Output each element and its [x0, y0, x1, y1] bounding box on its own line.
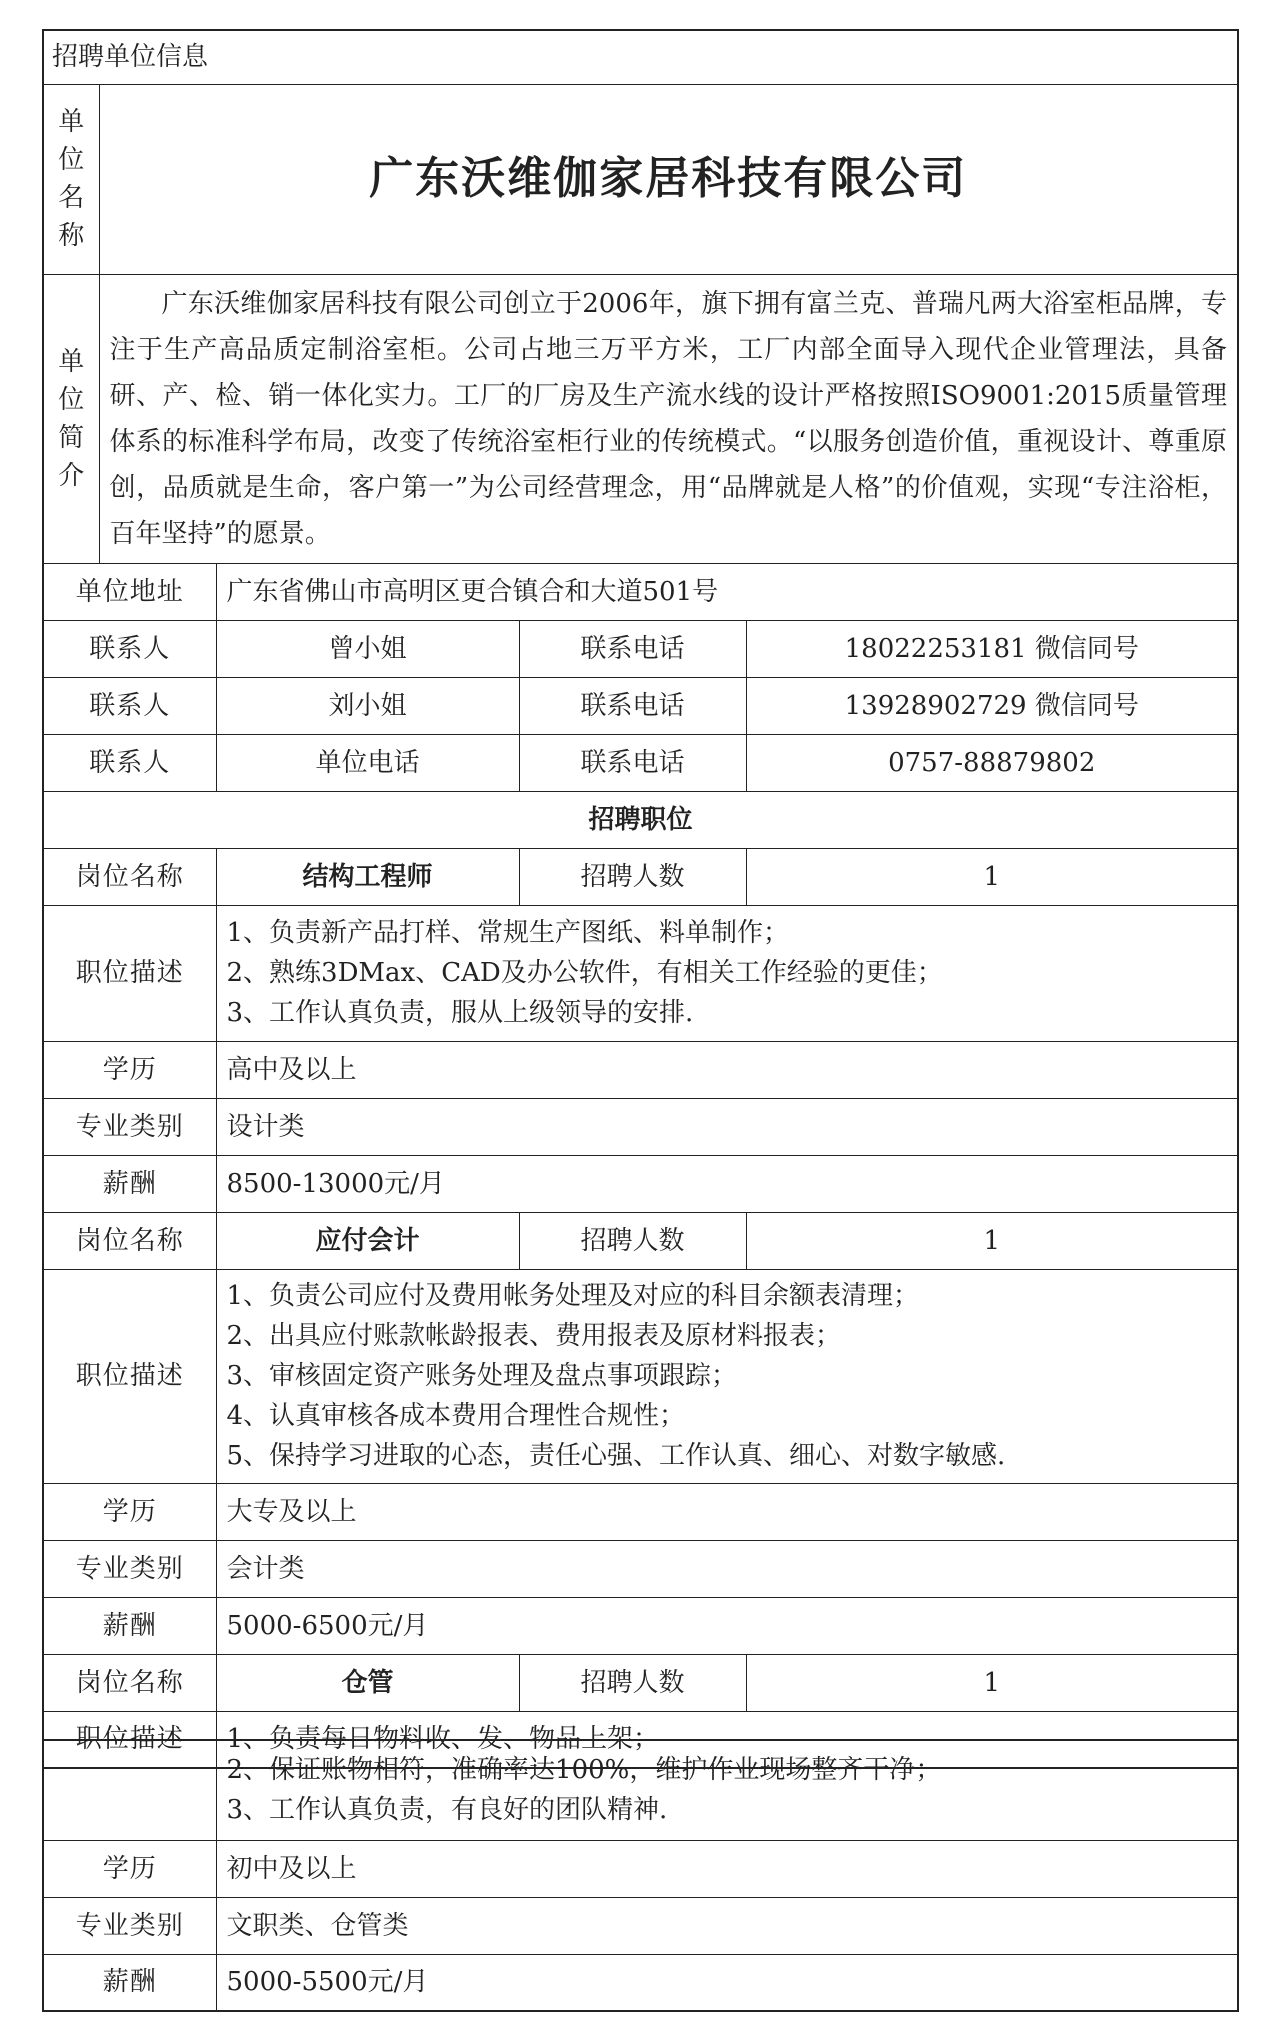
salary-label: 薪酬: [43, 1954, 216, 2011]
contact-row: [43, 677, 1238, 734]
company-intro-label: 单 位 简 介: [43, 274, 99, 563]
education-value: 高中及以上: [216, 1041, 1238, 1098]
job-title-row: [43, 848, 1238, 905]
positions-section-title: 招聘职位: [43, 791, 1238, 848]
recruitment-sheet: [42, 29, 1237, 1769]
phone-label: 联系电话: [519, 677, 746, 734]
count-value: 1: [746, 1654, 1238, 1711]
desc-label: 职位描述: [43, 905, 216, 1041]
major-value: 会计类: [216, 1540, 1238, 1597]
position-label: 岗位名称: [43, 1212, 216, 1269]
phone-label: 联系电话: [519, 734, 746, 791]
desc-label: 职位描述: [43, 1711, 216, 1768]
major-label: 专业类别: [43, 1540, 216, 1597]
major-label: 专业类别: [43, 1897, 216, 1954]
major-label: 专业类别: [43, 1098, 216, 1155]
education-label: 学历: [43, 1840, 216, 1897]
contact-label: 联系人: [43, 734, 216, 791]
contact-row: [43, 734, 1238, 791]
job-description: 1、负责新产品打样、常规生产图纸、料单制作； 2、熟练3DMax、CAD及办公软件，有相关工作经验的更佳； 3、工作认真负责，服从上级领导的安排.: [216, 905, 1238, 1041]
job-description-continued: 2、保证账物相符，准确率达100%，维护作业现场整齐干净； 3、工作认真负责，有良好的团队精神.: [216, 1740, 1238, 1840]
contact-name: 曾小姐: [216, 620, 519, 677]
count-label: 招聘人数: [519, 1654, 746, 1711]
salary-label: 薪酬: [43, 1155, 216, 1212]
phone-value: 0757-88879802: [746, 734, 1238, 791]
job-continued-table: [42, 1739, 1239, 2012]
salary-value: 8500-13000元/月: [216, 1155, 1238, 1212]
position-title: 仓管: [216, 1654, 519, 1711]
contact-label: 联系人: [43, 620, 216, 677]
company-name: 广东沃维伽家居科技有限公司: [99, 84, 1238, 274]
desc-label: 职位描述: [43, 1269, 216, 1483]
address-label: 单位地址: [43, 563, 216, 620]
position-title: 应付会计: [216, 1212, 519, 1269]
job-title-row: [43, 1212, 1238, 1269]
salary-value: 5000-6500元/月: [216, 1597, 1238, 1654]
position-label: 岗位名称: [43, 848, 216, 905]
position-title: 结构工程师: [216, 848, 519, 905]
salary-value: 5000-5500元/月: [216, 1954, 1238, 2011]
major-value: 文职类、仓管类: [216, 1897, 1238, 1954]
education-value: 大专及以上: [216, 1483, 1238, 1540]
count-label: 招聘人数: [519, 848, 746, 905]
company-info-table: [42, 29, 1239, 1769]
recruitment-sheet-continued: [42, 1739, 1237, 2012]
section-header: 招聘单位信息: [43, 30, 1238, 84]
phone-value: 18022253181 微信同号: [746, 620, 1238, 677]
address-value: 广东省佛山市高明区更合镇合和大道501号: [216, 563, 1238, 620]
education-label: 学历: [43, 1041, 216, 1098]
phone-label: 联系电话: [519, 620, 746, 677]
contact-name: 单位电话: [216, 734, 519, 791]
company-intro: 广东沃维伽家居科技有限公司创立于2006年，旗下拥有富兰克、普瑞凡两大浴室柜品牌，专注于生产高品质定制浴室柜。公司占地三万平方米，工厂内部全面导入现代企业管理法，具备研、产、检、销一体化实力。工厂的厂房及生产流水线的设计严格按照ISO9001:2015质量管理体系的标准科学布局，改变了传统浴室柜行业的传统模式。“以服务创造价值，重视设计、尊重原创，品质就是生命，客户第一”为公司经营理念，用“品牌就是人格”的价值观，实现“专注浴柜，百年坚持”的愿景。: [99, 274, 1238, 563]
contact-row: [43, 620, 1238, 677]
company-name-label: 单 位 名 称: [43, 84, 99, 274]
count-label: 招聘人数: [519, 1212, 746, 1269]
count-value: 1: [746, 1212, 1238, 1269]
job-title-row: [43, 1654, 1238, 1711]
major-value: 设计类: [216, 1098, 1238, 1155]
phone-value: 13928902729 微信同号: [746, 677, 1238, 734]
position-label: 岗位名称: [43, 1654, 216, 1711]
education-label: 学历: [43, 1483, 216, 1540]
salary-label: 薪酬: [43, 1597, 216, 1654]
job-description: 1、负责公司应付及费用帐务处理及对应的科目余额表清理； 2、出具应付账款帐龄报表、费用报表及原材料报表； 3、审核固定资产账务处理及盘点事项跟踪； 4、认真审核各成本费用合理性合规性； 5、保持学习进取的心态，责任心强、工作认真、细心、对数字敏感.: [216, 1269, 1238, 1483]
contact-name: 刘小姐: [216, 677, 519, 734]
contact-label: 联系人: [43, 677, 216, 734]
count-value: 1: [746, 848, 1238, 905]
desc-continued-label: [43, 1740, 216, 1840]
job-description: 1、负责每日物料收、发、物品上架；: [216, 1711, 1238, 1768]
education-value: 初中及以上: [216, 1840, 1238, 1897]
